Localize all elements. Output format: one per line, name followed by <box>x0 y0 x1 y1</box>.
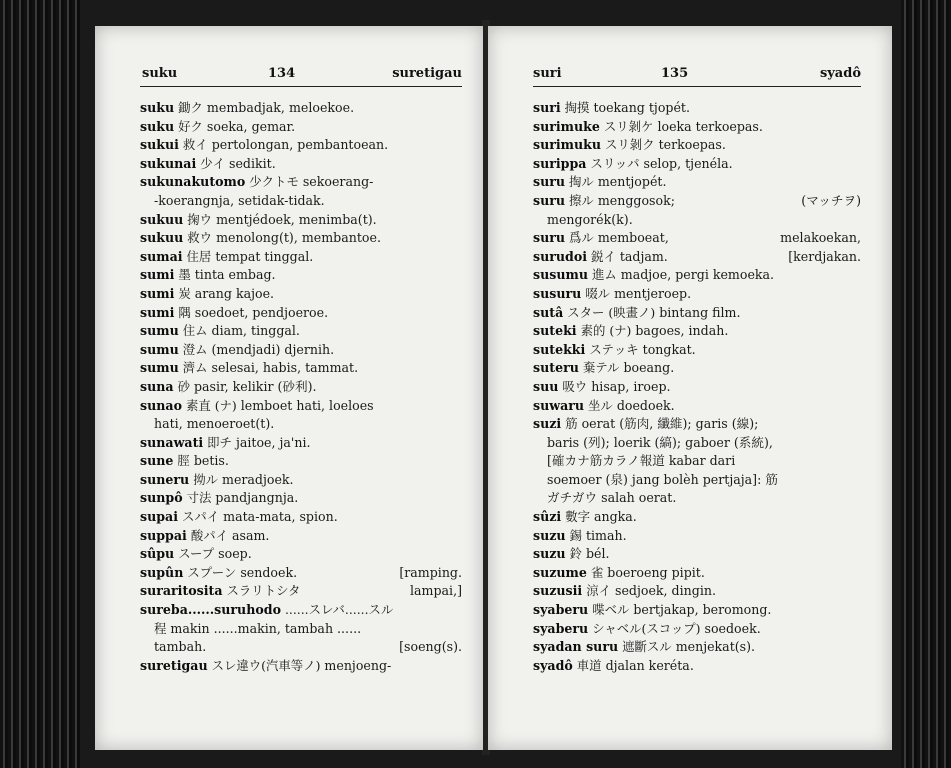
dictionary-entry <box>533 620 861 639</box>
entry-definition: jaitoe, ja'ni. <box>235 434 311 450</box>
dictionary-entry <box>533 415 861 434</box>
dictionary-entry <box>533 248 861 267</box>
dictionary-entry <box>533 359 861 378</box>
entry-right-note: melakoekan, <box>780 230 861 246</box>
entry-definition: ガチガウ salah oerat. <box>547 490 677 506</box>
entry-definition: soemoer (泉) jang bolèh pertjaja]: 筋 <box>547 471 778 487</box>
entry-definition: selesai, habis, tammat. <box>211 360 359 376</box>
dictionary-entry <box>140 192 462 211</box>
entry-definition: toekang tjopét. <box>593 100 690 115</box>
entry-headword: sunpô <box>140 490 183 506</box>
dictionary-entry <box>140 657 462 676</box>
dictionary-entry <box>140 452 462 471</box>
entry-headword: suzusii <box>533 583 583 599</box>
entry-definition: mentjopét. <box>597 174 667 190</box>
entry-headword: sukuu <box>140 230 184 246</box>
entry-japanese-term: スラリトシタ <box>226 583 301 599</box>
right-entry-list <box>533 99 861 675</box>
right-page-header <box>533 66 861 87</box>
entry-definition: membadjak, meloekoe. <box>206 100 355 115</box>
entry-definition: sekoerang- <box>302 174 374 190</box>
dictionary-entry <box>533 341 861 360</box>
entry-headword: surimuku <box>533 137 602 153</box>
entry-headword: suzi <box>533 416 562 432</box>
entry-headword: suppai <box>140 527 187 543</box>
entry-definition: tempat tinggal. <box>215 248 314 264</box>
entry-definition: angka. <box>593 509 637 525</box>
entry-japanese-term: スレ違ウ(汽車等ノ) <box>211 657 321 673</box>
entry-headword: sunao <box>140 397 182 413</box>
entry-definition: oerat (筋肉, 纖維); garis (線); <box>581 416 759 432</box>
entry-definition: soedoet, pendjoeroe. <box>194 304 329 320</box>
right-page-number: 135 <box>661 66 689 81</box>
dictionary-entry <box>533 378 861 397</box>
left-header-first-word: suku <box>142 66 178 81</box>
entry-japanese-term: 掏摸 <box>564 100 590 115</box>
entry-headword: suna <box>140 378 174 394</box>
dictionary-entry <box>533 99 861 118</box>
dictionary-entry <box>533 155 861 174</box>
entry-headword: suku <box>140 100 175 115</box>
entry-japanese-term: 錫 <box>569 527 582 543</box>
entry-japanese-term: 砂 <box>177 378 190 394</box>
dictionary-entry <box>533 211 861 230</box>
entry-definition: tadjam. <box>619 248 668 264</box>
left-entry-list <box>140 99 462 675</box>
dictionary-entry <box>140 229 462 248</box>
entry-definition: tambah. <box>154 639 207 655</box>
dictionary-entry <box>140 118 462 137</box>
entry-headword: suneru <box>140 471 190 487</box>
dictionary-entry <box>533 434 861 453</box>
entry-headword: sûpu <box>140 546 175 562</box>
entry-japanese-term: 即チ <box>207 434 232 450</box>
entry-japanese-term: 素的 (ナ) <box>580 323 632 339</box>
book-edge-right <box>901 0 951 768</box>
entry-japanese-term: 好ク <box>178 118 203 134</box>
entry-headword: syaberu <box>533 602 589 618</box>
dictionary-entry <box>140 638 462 657</box>
entry-headword: sukunai <box>140 155 197 171</box>
dictionary-entry <box>533 136 861 155</box>
dictionary-entry <box>140 341 462 360</box>
entry-headword: sureba......suruhodo <box>140 602 281 618</box>
dictionary-entry <box>140 99 462 118</box>
entry-headword: sutekki <box>533 341 586 357</box>
entry-definition: sedikit. <box>229 155 276 171</box>
dictionary-entry <box>140 582 462 601</box>
dictionary-entry <box>140 527 462 546</box>
entry-japanese-term: スリッパ <box>590 155 640 171</box>
entry-headword: sumu <box>140 341 179 357</box>
dictionary-entry <box>533 452 861 471</box>
entry-headword: suru <box>533 192 566 208</box>
entry-japanese-term: スター (映畫ノ) <box>567 304 656 320</box>
dictionary-entry <box>533 489 861 508</box>
entry-definition: tinta embag. <box>194 267 276 283</box>
entry-definition: pasir, kelikir (砂利). <box>193 378 317 394</box>
entry-definition: soep. <box>218 546 252 562</box>
entry-definition: loeka terkoepas. <box>657 118 763 134</box>
entry-headword: suru <box>533 230 566 246</box>
dictionary-entry <box>140 489 462 508</box>
entry-japanese-term: 掏ル <box>569 174 594 190</box>
dictionary-entry <box>533 173 861 192</box>
entry-definition: hisap, iroep. <box>591 378 671 394</box>
dictionary-entry <box>533 471 861 490</box>
dictionary-entry <box>140 564 462 583</box>
entry-headword: suwaru <box>533 397 585 413</box>
entry-right-note: lampai,] <box>410 583 462 599</box>
left-page <box>95 26 483 750</box>
entry-japanese-term: 脛 <box>177 453 190 469</box>
right-header-first-word: suri <box>533 66 562 81</box>
dictionary-entry <box>533 304 861 323</box>
entry-headword: suzu <box>533 546 566 562</box>
entry-headword: sûzi <box>533 509 562 525</box>
entry-definition: lemboet hati, loeloes <box>240 397 374 413</box>
entry-japanese-term: 鋭イ <box>591 248 616 264</box>
entry-definition: tongkat. <box>642 341 696 357</box>
entry-headword: syaberu <box>533 620 589 636</box>
entry-headword: suzume <box>533 564 587 580</box>
right-page <box>488 26 892 750</box>
entry-definition: pandjangnja. <box>215 490 299 506</box>
entry-definition: memboeat, <box>597 230 669 246</box>
entry-japanese-term: スプーン <box>187 564 237 580</box>
dictionary-entry <box>140 471 462 490</box>
entry-definition: pertolongan, pembantoean. <box>211 137 389 153</box>
entry-japanese-term: スリ剝ケ <box>603 118 654 134</box>
entry-japanese-term: 鈴 <box>569 546 582 562</box>
dictionary-entry <box>533 285 861 304</box>
entry-definition: mentjeroep. <box>614 285 692 301</box>
entry-headword: suri <box>533 100 561 115</box>
entry-japanese-term: 進ム <box>591 267 617 283</box>
dictionary-entry <box>140 415 462 434</box>
entry-japanese-term: ......スレバ......スル <box>284 602 394 618</box>
entry-definition: [確カナ筋カラノ報道 kabar dari <box>547 453 736 469</box>
entry-japanese-term: 少イ <box>200 155 226 171</box>
dictionary-entry <box>140 304 462 323</box>
entry-japanese-term: シャベル(スコップ) <box>592 620 701 636</box>
entry-definition: bagoes, indah. <box>635 323 729 339</box>
entry-definition: soedoek. <box>704 620 761 636</box>
entry-japanese-term: スリ剝ク <box>605 137 655 153</box>
dictionary-entry <box>140 285 462 304</box>
entry-japanese-term: 遮斷スル <box>622 639 672 655</box>
book-edge-left <box>0 0 80 768</box>
entry-definition: -koerangnja, setidak-tidak. <box>154 192 325 208</box>
entry-definition: mengorék(k). <box>547 211 633 227</box>
dictionary-entry <box>533 527 861 546</box>
entry-headword: suraritosita <box>140 583 223 599</box>
entry-definition: (mendjadi) djernih. <box>211 341 335 357</box>
dictionary-entry <box>533 545 861 564</box>
entry-definition: selop, tjenéla. <box>643 155 733 171</box>
entry-definition: menolong(t), membantoe. <box>216 230 381 246</box>
entry-headword: susumu <box>533 267 588 283</box>
entry-definition: betis. <box>193 453 229 469</box>
entry-headword: syadan suru <box>533 639 619 655</box>
dictionary-entry <box>140 601 462 620</box>
entry-definition: soeka, gemar. <box>206 118 296 134</box>
entry-headword: sumu <box>140 323 179 339</box>
entry-headword: sunawati <box>140 434 204 450</box>
entry-japanese-term: 救イ <box>182 137 208 153</box>
entry-headword: suteru <box>533 360 579 376</box>
entry-definition: menggosok; <box>597 192 675 208</box>
dictionary-entry <box>533 582 861 601</box>
entry-japanese-term: 酸パイ <box>190 527 228 543</box>
dictionary-entry <box>140 322 462 341</box>
dictionary-entry <box>533 601 861 620</box>
entry-definition: mentjédoek, menimba(t). <box>216 211 377 227</box>
entry-headword: sumi <box>140 267 175 283</box>
entry-japanese-term: 素直 (ナ) <box>185 397 237 413</box>
entry-right-note: [ramping. <box>399 564 462 580</box>
entry-definition: doedoek. <box>616 397 675 413</box>
dictionary-entry <box>140 545 462 564</box>
entry-japanese-term: 救ウ <box>187 230 213 246</box>
entry-headword: sutâ <box>533 304 564 320</box>
entry-definition: diam, tinggal. <box>211 323 300 339</box>
dictionary-entry <box>140 434 462 453</box>
entry-right-note: (マッチヲ) <box>801 192 861 208</box>
dictionary-entry <box>140 136 462 155</box>
entry-definition: menjoeng- <box>324 657 392 673</box>
entry-headword: sumu <box>140 360 179 376</box>
entry-headword: supûn <box>140 564 184 580</box>
dictionary-entry <box>140 620 462 639</box>
dictionary-entry <box>533 229 861 248</box>
entry-japanese-term: 澄ム <box>182 341 208 357</box>
dictionary-entry <box>140 378 462 397</box>
entry-definition: menjekat(s). <box>675 639 756 655</box>
entry-headword: supai <box>140 509 178 525</box>
entry-definition: arang kajoe. <box>194 285 275 301</box>
entry-japanese-term: 擦ル <box>569 192 594 208</box>
dictionary-entry <box>140 173 462 192</box>
entry-definition: boeang. <box>623 360 675 376</box>
entry-headword: suretigau <box>140 657 208 673</box>
entry-definition: bél. <box>585 546 610 562</box>
entry-japanese-term: 吸ウ <box>562 378 588 394</box>
dictionary-entry <box>533 638 861 657</box>
entry-headword: sumai <box>140 248 183 264</box>
entry-japanese-term: 少クトモ <box>249 174 299 190</box>
entry-definition: bintang film. <box>659 304 741 320</box>
left-header-last-word: suretigau <box>392 66 462 81</box>
entry-headword: sune <box>140 453 174 469</box>
entry-japanese-term: 喋ベル <box>592 602 630 618</box>
entry-japanese-term: 數字 <box>565 509 590 525</box>
entry-headword: syadô <box>533 657 573 673</box>
entry-definition: hati, menoeroet(t). <box>154 416 275 432</box>
entry-definition: sendoek. <box>240 564 298 580</box>
dictionary-entry <box>533 266 861 285</box>
left-page-header <box>140 66 462 87</box>
entry-japanese-term: 涼イ <box>586 583 611 599</box>
dictionary-entry <box>140 508 462 527</box>
entry-right-note: [kerdjakan. <box>788 248 861 264</box>
entry-headword: sukuu <box>140 211 184 227</box>
entry-japanese-term: 濟ム <box>182 360 208 376</box>
entry-japanese-term: 住居 <box>186 248 212 264</box>
entry-definition: meradjoek. <box>222 471 294 487</box>
entry-japanese-term: 住ム <box>182 323 208 339</box>
entry-headword: suteki <box>533 323 577 339</box>
entry-definition: bertjakap, beromong. <box>633 602 772 618</box>
dictionary-entry <box>533 397 861 416</box>
entry-japanese-term: 爲ル <box>569 230 594 246</box>
entry-definition: terkoepas. <box>658 137 726 153</box>
entry-definition: djalan keréta. <box>605 657 694 673</box>
entry-japanese-term: 程 <box>154 620 167 636</box>
entry-japanese-term: 隅 <box>178 304 191 320</box>
entry-japanese-term: 筋 <box>565 416 578 432</box>
entry-right-note: [soeng(s). <box>399 639 462 655</box>
entry-definition: makin ......makin, tambah ...... <box>170 620 362 636</box>
entry-headword: suku <box>140 118 175 134</box>
entry-japanese-term: 寸法 <box>186 490 212 506</box>
dictionary-entry <box>140 359 462 378</box>
entry-japanese-term: スパイ <box>182 509 220 525</box>
entry-definition: baris (列); loerik (縞); gaboer (系統), <box>547 434 773 450</box>
entry-japanese-term: 坐ル <box>588 397 613 413</box>
entry-headword: surippa <box>533 155 587 171</box>
entry-japanese-term: 鋤ク <box>178 100 203 115</box>
entry-japanese-term: スープ <box>178 546 215 562</box>
entry-japanese-term: 掬ウ <box>187 211 213 227</box>
left-page-number: 134 <box>268 66 296 81</box>
entry-headword: sukui <box>140 137 179 153</box>
dictionary-entry <box>140 266 462 285</box>
entry-definition: sedjoek, dingin. <box>615 583 716 599</box>
dictionary-entry <box>533 192 861 211</box>
dictionary-entry <box>140 211 462 230</box>
dictionary-entry <box>140 155 462 174</box>
right-header-last-word: syadô <box>819 66 861 81</box>
entry-definition: mata-mata, spion. <box>223 509 338 525</box>
dictionary-entry <box>533 322 861 341</box>
dictionary-entry <box>533 657 861 676</box>
entry-japanese-term: 拗ル <box>193 471 218 487</box>
entry-japanese-term: 啜ル <box>585 285 611 301</box>
entry-japanese-term: ステッキ <box>589 341 639 357</box>
entry-japanese-term: 棄テル <box>582 360 620 376</box>
entry-definition: asam. <box>231 527 270 543</box>
entry-japanese-term: 車道 <box>576 657 602 673</box>
entry-definition: madjoe, pergi kemoeka. <box>620 267 775 283</box>
dictionary-entry <box>533 118 861 137</box>
entry-headword: surimuke <box>533 118 600 134</box>
entry-headword: suu <box>533 378 559 394</box>
entry-definition: timah. <box>585 527 627 543</box>
entry-headword: sukunakutomo <box>140 174 246 190</box>
dictionary-entry <box>533 564 861 583</box>
entry-headword: surudoi <box>533 248 588 264</box>
entry-headword: suru <box>533 174 566 190</box>
entry-headword: sumi <box>140 304 175 320</box>
dictionary-entry <box>533 508 861 527</box>
entry-headword: suzu <box>533 527 566 543</box>
dictionary-entry <box>140 397 462 416</box>
entry-japanese-term: 墨 <box>178 267 191 283</box>
entry-definition: boeroeng pipit. <box>607 564 705 580</box>
dictionary-entry <box>140 248 462 267</box>
entry-headword: susuru <box>533 285 582 301</box>
entry-headword: sumi <box>140 285 175 301</box>
entry-japanese-term: 雀 <box>590 564 604 580</box>
entry-japanese-term: 炭 <box>178 285 191 301</box>
